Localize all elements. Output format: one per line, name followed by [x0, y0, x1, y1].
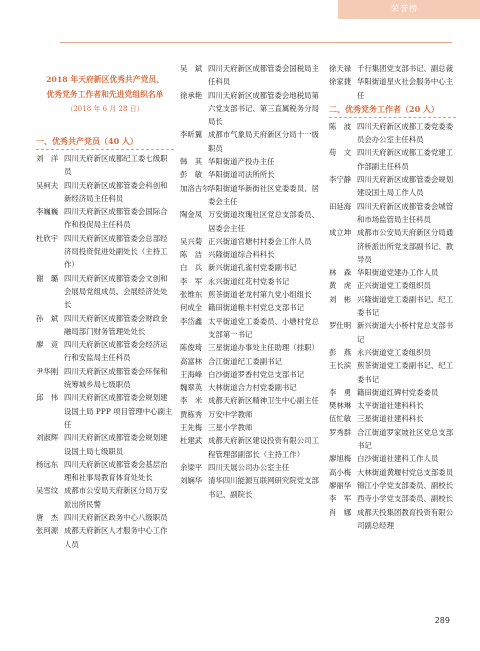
- person-name: 吴柯夫: [36, 180, 59, 190]
- list-item: [180, 408, 324, 421]
- person-position: 千行集团党支部书记、副总裁: [357, 64, 454, 73]
- column-1: [36, 62, 174, 551]
- person-name: 廖丽华: [329, 480, 352, 490]
- person-name: 高小梅: [329, 467, 352, 477]
- person-name: 廖 竞: [36, 340, 59, 350]
- list-item: [180, 355, 324, 368]
- person-position: 正兴街道党工委组织员: [357, 281, 431, 291]
- person-position: 合江街道罗家坡社区党总支部书记: [357, 427, 454, 451]
- person-position: 大林街道黄堰村党总支部委员: [357, 467, 454, 477]
- person-position: 四川天府新区成都管委会规划建设国土局七级职员: [64, 433, 168, 456]
- person-position: 四川天府新区成都管委会经济运行和安监局主任科员: [64, 340, 168, 363]
- person-position: 成都天府新区人才服务中心工作人员: [64, 526, 168, 549]
- entry-list: [329, 120, 456, 532]
- person-name: 李宁静: [329, 175, 352, 185]
- list-item: [329, 62, 456, 75]
- person-name: 李巍巍: [36, 207, 59, 217]
- person-position: 新兴街道大小桥村党总支部书记: [357, 321, 454, 344]
- person-position: 锦江小学党支部委员、副校长: [357, 480, 454, 490]
- person-name: 李 勇: [329, 387, 352, 397]
- list-item: [36, 391, 174, 431]
- person-position: 煎茶街道老龙村第九党小组组长: [208, 290, 312, 300]
- document-title-line-2: 优秀党务工作者和先进党组织名单: [46, 90, 164, 99]
- person-position: 华阳街道产投办主任: [208, 157, 275, 167]
- person-position: 万安街道玫瑰社区党总支部委员、居委会主任: [208, 210, 319, 233]
- person-name: 廖旭梅: [329, 454, 352, 464]
- person-name: 樊林琳: [329, 401, 352, 411]
- person-name: 吴兴菊: [180, 236, 203, 246]
- person-position: 籍田街道粮丰村党总支部书记: [208, 303, 305, 313]
- person-name: 张维东: [180, 290, 203, 300]
- document-date: （2018 年 6 月 28 日）: [66, 105, 144, 113]
- list-item: [329, 426, 456, 453]
- list-item: [329, 173, 456, 200]
- list-item: [180, 248, 324, 261]
- person-position: 四川天府新区成都管委会总部经济局投资促进处副处长（主持工作）: [64, 233, 168, 270]
- list-item: [36, 458, 174, 485]
- person-position: 成都天府新区建设投资有限公司工程管理部副部长（主持工作）: [208, 436, 319, 459]
- list-item: [180, 168, 324, 181]
- list-item: [180, 288, 324, 301]
- person-name: 余梁平: [180, 462, 203, 472]
- person-name: 刘 彬: [329, 294, 352, 304]
- section-heading-workers: 二、优秀党务工作者（20 人）: [329, 102, 456, 118]
- person-name: 李 米: [180, 396, 203, 406]
- list-item: [329, 506, 456, 533]
- list-item: [180, 461, 324, 474]
- person-name: 张珂源: [36, 526, 59, 536]
- person-name: 唐 杰: [36, 513, 59, 523]
- list-item: [36, 511, 174, 524]
- person-position: 华阳街道星火社会服务中心主任: [357, 77, 454, 100]
- person-position: 四川天府新区成都管委会城管和市场监管局主任科员: [357, 201, 454, 224]
- list-item: [180, 394, 324, 407]
- person-position: 大林街道合力村党委副书记: [208, 383, 297, 393]
- person-name: 杨远东: [36, 459, 59, 469]
- person-name: 刘淑辉: [36, 433, 59, 443]
- person-name: 韩 其: [180, 157, 203, 167]
- person-name: 加洛古尔: [180, 183, 210, 193]
- list-item: [180, 155, 324, 168]
- person-name: 尹华刚: [36, 366, 59, 376]
- column-2: [180, 62, 324, 501]
- person-position: 四川天府新区成都管委会规划建设国土局 PPP 项目管理中心副主任: [64, 393, 173, 429]
- entry-list: [329, 62, 456, 102]
- person-name: 孙 斌: [36, 313, 59, 323]
- list-item: [180, 208, 324, 235]
- list-item: [329, 146, 456, 173]
- person-name: 罗秀群: [329, 427, 352, 437]
- person-name: 肖 娜: [329, 507, 352, 517]
- page-header: [0, 0, 480, 52]
- list-item: [36, 338, 174, 365]
- person-name: 苟 文: [329, 148, 352, 158]
- person-name: 李 军: [329, 494, 352, 504]
- person-name: 黄 虎: [329, 281, 352, 291]
- person-position: 成都天府新区精神卫生中心副主任: [208, 396, 319, 406]
- person-position: 四川天府新区成都管委会地税局第六党支部书记、第三直属税务分局局长: [208, 90, 319, 127]
- person-name: 成立坤: [329, 228, 352, 238]
- list-item: [180, 381, 324, 394]
- person-position: 四川天府新区政务中心八级职员: [64, 513, 168, 523]
- person-name: 刘 洋: [36, 154, 59, 163]
- list-item: [180, 368, 324, 381]
- list-item: [329, 346, 456, 359]
- person-name: 高富林: [180, 356, 203, 366]
- person-position: 四川天府新区成都管委会国税局主任科员: [208, 64, 319, 87]
- list-item: [36, 272, 174, 312]
- person-name: 杜建武: [180, 436, 203, 446]
- header-rule: [60, 42, 452, 43]
- list-item: [36, 179, 174, 206]
- person-name: 贾栋秀: [180, 409, 203, 419]
- person-position: 四川天府新区成都管委会财政金融局部门财务管理处处长: [64, 313, 168, 336]
- list-item: [329, 226, 456, 266]
- person-name: 罗仕明: [329, 321, 352, 331]
- entry-list: [36, 152, 174, 551]
- person-name: 彭 燕: [329, 347, 352, 357]
- list-item: [329, 293, 456, 320]
- person-name: 魏翠英: [180, 383, 203, 393]
- person-position: 四川天府新区成都管委会环保和统筹城乡局七级职员: [64, 366, 168, 390]
- person-name: 陈 波: [329, 121, 352, 131]
- list-item: [329, 266, 456, 279]
- person-position: 清华四川能源互联网研究院党支部书记、副院长: [208, 476, 319, 499]
- list-item: [329, 279, 456, 292]
- column-3: [329, 62, 456, 532]
- person-name: 李岱鑫: [180, 316, 203, 326]
- person-position: 四川天府新区成都纪工委七级职员: [64, 154, 168, 177]
- person-position: 成都市公安局天府新区分局万安派出所民警: [64, 486, 168, 509]
- person-position: 成都市气象局天府新区分局十一级职员: [208, 130, 319, 153]
- person-position: 华阳街道司法所所长: [208, 170, 275, 180]
- person-position: 成都市公安局天府新区分局通济桥派出所党支部副书记、教导员: [357, 228, 454, 264]
- list-item: [329, 399, 456, 412]
- list-item: [180, 89, 324, 129]
- list-item: [329, 466, 456, 479]
- person-position: 四川天府新区成都管委会规划建设国土局工作人员: [357, 175, 454, 198]
- person-name: 谢 璐: [36, 273, 59, 283]
- person-name: 杜欣宇: [36, 233, 59, 243]
- list-item: [36, 312, 174, 339]
- person-position: 成都天投集团教育投资有限公司副总经理: [357, 507, 454, 530]
- list-item: [36, 232, 174, 272]
- person-name: 王海峰: [180, 369, 203, 379]
- person-name: 李昕翼: [180, 130, 203, 140]
- person-position: 华阳街道华新街社区党委委员、居委会主任: [208, 183, 319, 206]
- list-item: [180, 235, 324, 248]
- document-title-line-1: 2018 年天府新区优秀共产党员、: [46, 75, 164, 84]
- person-position: 白沙街道社建科工作人员: [357, 454, 439, 464]
- person-position: 四川天府新区成都管委会文创和会展局党组成员、会展经济处处长: [64, 273, 168, 310]
- list-item: [329, 479, 456, 492]
- list-item: [329, 120, 456, 147]
- person-name: 陈俊琦: [180, 343, 203, 353]
- list-item: [36, 205, 174, 232]
- person-position: 四川天府新区成都工委党委委员会办公室主任科员: [357, 121, 454, 145]
- entry-list: [180, 62, 324, 501]
- person-position: 新兴街道孔雀村党委副书记: [208, 263, 297, 273]
- person-name: 刘娴华: [180, 476, 203, 486]
- page-number: 289: [434, 616, 450, 625]
- list-item: [180, 474, 324, 501]
- person-name: 陈 洁: [180, 250, 203, 260]
- person-position: 煎茶街道党工委副书记、纪工委书记: [357, 361, 454, 384]
- person-position: 四川天府新区成都工委党建工作部副主任科员: [357, 148, 454, 171]
- person-position: 三星街道办事处主任助理（挂职）: [208, 343, 319, 353]
- person-name: 田延海: [329, 201, 352, 211]
- list-item: [329, 492, 456, 505]
- person-name: 李 军: [180, 276, 203, 286]
- header-tag: 荣誉榜: [391, 4, 418, 13]
- list-item: [329, 359, 456, 386]
- list-item: [329, 452, 456, 465]
- person-name: 徐承艳: [180, 90, 203, 100]
- list-item: [180, 341, 324, 354]
- person-position: 籍田街道红碑村党委委员: [357, 387, 439, 397]
- list-item: [180, 301, 324, 314]
- list-item: [180, 434, 324, 461]
- person-name: 王先梅: [180, 423, 203, 433]
- person-name: 徐家捷: [329, 77, 352, 87]
- person-position: 太平街道社建科科长: [357, 401, 424, 411]
- list-item: [180, 275, 324, 288]
- list-item: [180, 421, 324, 434]
- list-item: [180, 315, 324, 342]
- person-position: 兴隆街道综合科科长: [208, 250, 275, 260]
- person-position: 四川天府新区成都管委会科创和新经济局主任科员: [64, 180, 168, 203]
- list-item: [329, 200, 456, 227]
- person-position: 永兴街道红花村党委书记: [208, 276, 290, 286]
- person-name: 白 兵: [180, 263, 203, 273]
- person-name: 何成全: [180, 303, 203, 313]
- document-title: [36, 72, 174, 102]
- list-item: [180, 261, 324, 274]
- list-item: [329, 75, 456, 102]
- list-item: [180, 62, 324, 89]
- person-position: 正兴街道官塘村村委会工作人员: [208, 236, 312, 246]
- list-item: [36, 365, 174, 392]
- list-item: [329, 386, 456, 399]
- person-name: 王长滨: [329, 361, 352, 371]
- person-position: 四川天府新区成都管委会国际合作和投促局主任科员: [64, 207, 168, 230]
- person-position: 四川天府新区成都管委会基层治理和社事局教育体育处处长: [64, 459, 168, 483]
- list-item: [36, 152, 174, 179]
- list-item: [329, 412, 456, 425]
- person-position: 三星街道社建科科长: [357, 414, 424, 424]
- list-item: [329, 319, 456, 346]
- person-position: 白沙街道罗香村党总支部书记: [208, 369, 305, 379]
- person-position: 四川天展公司办公室主任: [208, 462, 290, 472]
- list-item: [36, 431, 174, 458]
- person-name: 吴雪纹: [36, 486, 59, 496]
- list-item: [36, 484, 174, 511]
- person-name: 徐天禄: [329, 64, 352, 73]
- person-position: 兴隆街道党工委副书记、纪工委书记: [357, 294, 454, 318]
- person-name: 邱 伟: [36, 393, 59, 403]
- person-name: 彭 敏: [180, 170, 203, 180]
- person-position: 永兴街道党工委组织员: [357, 347, 431, 357]
- person-position: 合江街道纪工委副书记: [208, 356, 282, 366]
- person-name: 伍忙敏: [329, 414, 352, 424]
- person-position: 万安中学教师: [208, 409, 253, 419]
- person-position: 三星小学教师: [208, 423, 253, 433]
- person-name: 吴 斌: [180, 64, 203, 73]
- person-name: 林 森: [329, 268, 352, 278]
- person-position: 华阳街道党建办工作人员: [357, 268, 439, 278]
- section-heading-members: 一、优秀共产党员（40 人）: [36, 134, 174, 150]
- person-name: 陶金凤: [180, 210, 203, 220]
- person-position: 西寺小学党支部委员、副校长: [357, 494, 454, 504]
- person-position: 太平街道党工委委员、小塘村党总支部第一书记: [208, 316, 319, 339]
- list-item: [36, 524, 174, 551]
- list-item: [180, 128, 324, 155]
- list-item: [180, 182, 324, 209]
